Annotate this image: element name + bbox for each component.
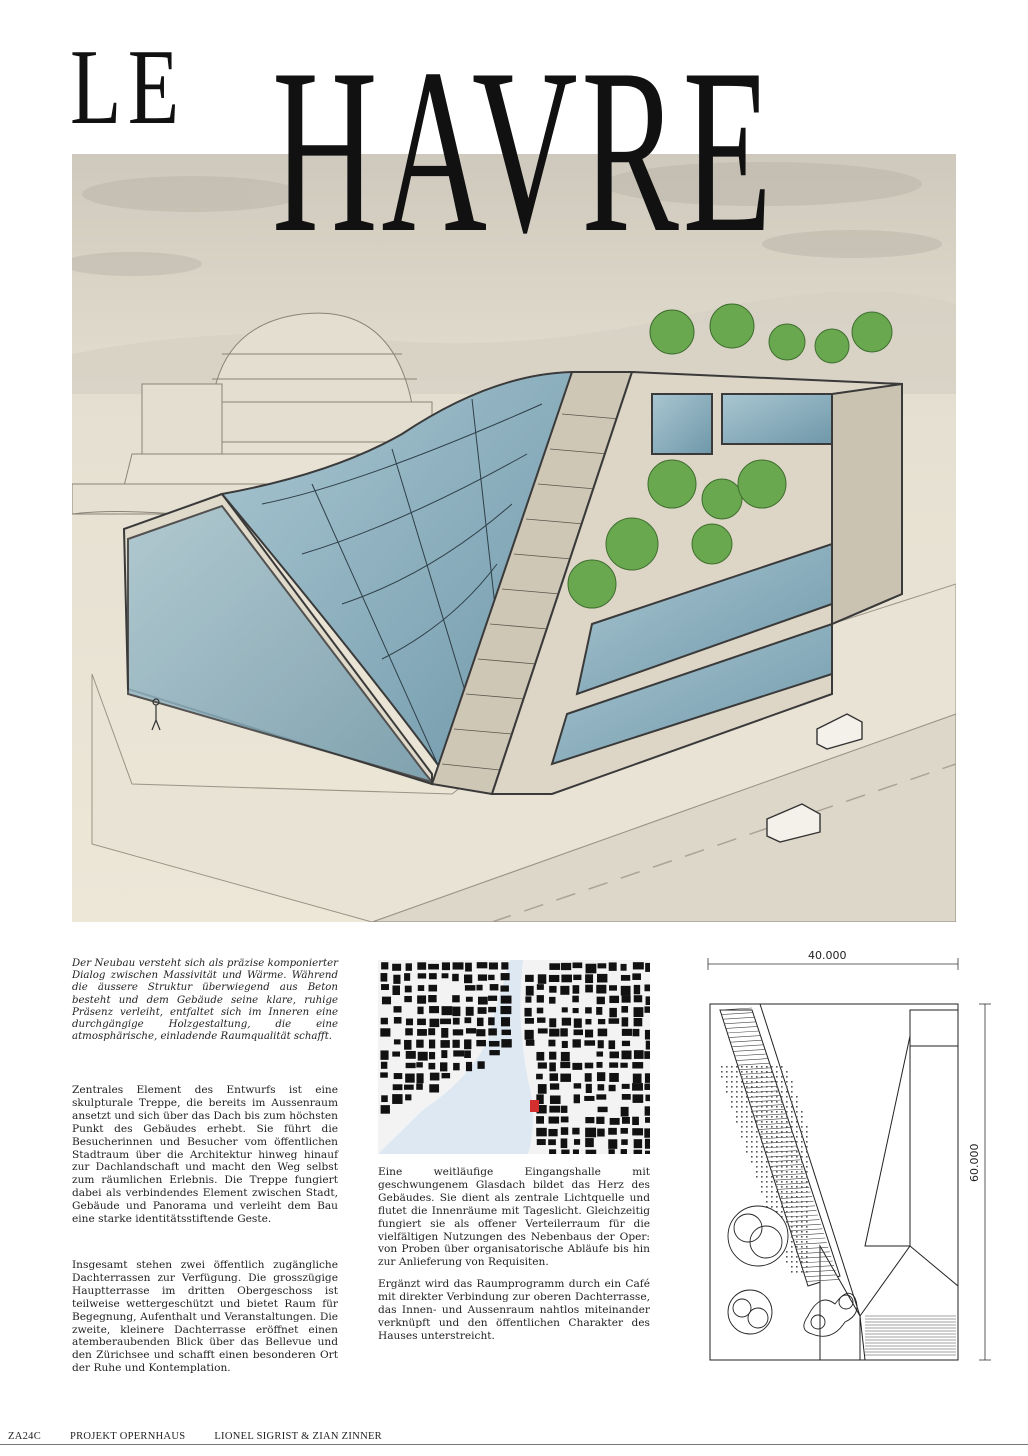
title-le: LE — [70, 28, 186, 147]
footer-authors: LIONEL SIGRIST & ZIAN ZINNER — [214, 1431, 382, 1442]
footer — [8, 1431, 1020, 1442]
project-site-marker — [530, 1100, 539, 1112]
footer-course: ZA24C — [8, 1431, 41, 1442]
floor-plan — [700, 946, 1000, 1386]
footer-project: PROJEKT OPERNHAUS — [69, 1431, 186, 1442]
intro-text: Der Neubau versteht sich als präzise komponierter Dialog zwischen Massivität und Wärme. Während die äussere Struktur überwiegend aus Beton besteht und dem Gebäude seine klare, ruhige Präsenz verleiht, entfaltet sich im Inneren eine durchgängige Holzgestaltung, die eine atmosphärische, einladende Raumqualität schafft. — [72, 958, 338, 1043]
plan-height-label: 60.000 — [968, 1143, 981, 1182]
plan-width-label: 40.000 — [808, 949, 847, 962]
footer-rule — [0, 1444, 1028, 1445]
title-havre: HAVRE — [272, 21, 776, 282]
paragraph-entrance-hall: Eine weitläufige Eingangshalle mit geschwungenem Glasdach bildet das Herz des Gebäudes. Sie dient als zentrale Lichtquelle und flutet die Innenräume mit Tageslicht. Gleichzeitig fungiert sie als offener Verteilerraum für die vielfältigen Nutzungen des Nebenbaus der Oper: von Proben über organisatorische Abläufe bis hin zur Anlieferung von Requisiten. — [378, 1166, 650, 1269]
paragraph-stair: Zentrales Element des Entwurfs ist eine skulpturale Treppe, die bereits im Aussenraum ansetzt und sich über das Dach bis zum höchsten Punkt des Gebäudes erhebt. Sie führt die Besucherinnen und Besucher vom öffentlichen Stadtraum über die Architektur hinweg hinauf zur Dachlandschaft und macht den Weg selbst zum räumlichen Erlebnis. Die Treppe fungiert dabei als verbindendes Element zwischen Stadt, Gebäude und Panorama und verleiht dem Bau eine starke identitätsstiftende Geste. — [72, 1084, 338, 1226]
site-plan-map — [378, 960, 650, 1154]
paragraph-terraces: Insgesamt stehen zwei öffentlich zugängliche Dachterrassen zur Verfügung. Die grosszügige Hauptterrasse im dritten Obergeschoss ist teilweise wettergeschützt und bietet Raum für Begegnung, Aufenthalt und Veranstaltungen. Die zweite, kleinere Dachterrasse eröffnet einen atemberaubenden Blick über das Bellevue und den Zürichsee und schafft einen besonderen Ort der Ruhe und Kontemplation. — [72, 1259, 338, 1375]
paragraph-cafe: Ergänzt wird das Raumprogramm durch ein Café mit direkter Verbindung zur oberen Dachterrasse, das Innen- und Aussenraum nahtlos miteinander verknüpft und den öffentlichen Charakter des Hauses unterstreicht. — [378, 1278, 650, 1342]
